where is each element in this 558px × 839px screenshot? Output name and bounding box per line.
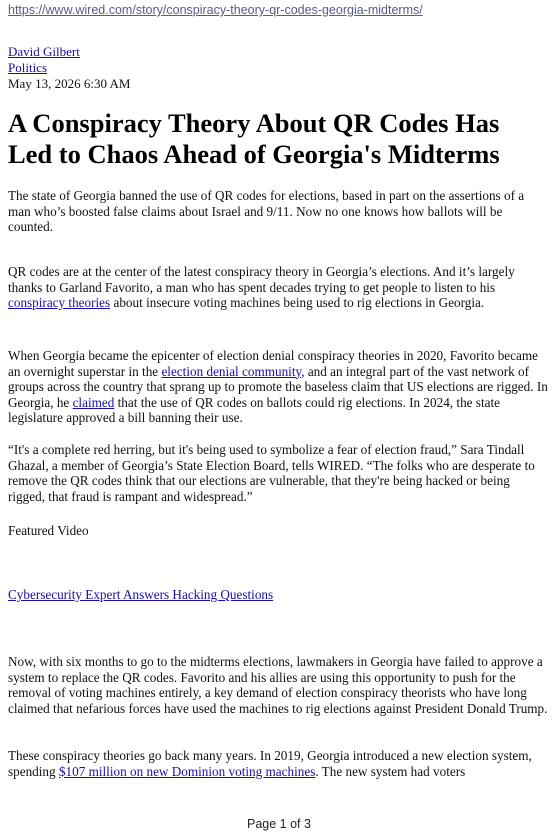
featured-video-label: Featured Video — [8, 523, 89, 538]
text: about insecure voting machines being used to rig elections in Georgia. — [110, 295, 485, 310]
conspiracy-theories-link[interactable]: conspiracy theories — [8, 295, 111, 310]
dek: The state of Georgia banned the use of QR codes for elections, based in part on the assertions of a man who’s boosted false claims about Israel and 9/11. Now no one knows how ballots will be counted. — [8, 188, 525, 234]
election-denial-link[interactable]: election denial community, — [161, 363, 305, 379]
paragraph-5 — [8, 748, 548, 779]
author-link[interactable]: David Gilbert — [8, 44, 80, 59]
page-number: Page 1 of 3 — [247, 817, 311, 831]
video-link[interactable]: Cybersecurity Expert Answers Hacking Questions — [8, 587, 274, 602]
paragraph-1 — [8, 264, 548, 311]
text: that the use of QR codes on ballots could rig elections. In 2024, the state legislature approved a bill banning their use. — [8, 394, 500, 425]
article-meta — [8, 44, 130, 92]
text: QR codes are at the center of the latest conspiracy theory in Georgia’s elections. And it’s largely thanks to Garland Favorito, a man who has spent decades trying to get people to listen to his — [8, 264, 515, 295]
page-url[interactable]: https://www.wired.com/story/conspiracy-theory-qr-codes-georgia-midterms/ — [8, 3, 423, 17]
paragraph-2 — [8, 348, 548, 426]
text: When Georgia became the epicenter of election denial conspiracy theories in 2020, Favorito became an overnight superstar in the — [8, 348, 538, 379]
paragraph-3: “It's a complete red herring, but it's being used to symbolize a fear of election fraud,” Sara Tindall Ghazal, a member of Georgia’s State Election Board, tells WIRED. “The folks who are desperate to remove the QR codes think that our elections are vulnerable, that they're being hacked or being rigged, that fraud is rampant and widespread.” — [8, 442, 535, 504]
text: . The new system had voters — [315, 763, 466, 779]
publish-date: May 13, 2026 6:30 AM — [8, 76, 131, 91]
claimed-link[interactable]: claimed — [72, 394, 115, 410]
headline: A Conspiracy Theory About QR Codes Has Led to Chaos Ahead of Georgia's Midterms — [8, 108, 500, 169]
text: These conspiracy theories go back many years. In 2019, Georgia introduced a new election system, spending — [8, 748, 532, 779]
text: and an integral part of the vast network of groups across the country that sprang up to promote the baseless claim that US elections are rigged. In Georgia, he — [8, 363, 548, 410]
dominion-machines-link[interactable]: $107 million on new Dominion voting machines — [58, 763, 316, 779]
video-link-container — [8, 587, 548, 603]
paragraph-4: Now, with six months to go to the midterms elections, lawmakers in Georgia have failed to approve a system to replace the QR codes. Favorito and his allies are using this opportunity to push for the removal of voting machines entirely, a key demand of election conspiracy theorists who have long claimed that nefarious forces have used the machines to rig elections against President Donald Trump. — [8, 654, 548, 716]
section-link[interactable]: Politics — [8, 60, 48, 75]
